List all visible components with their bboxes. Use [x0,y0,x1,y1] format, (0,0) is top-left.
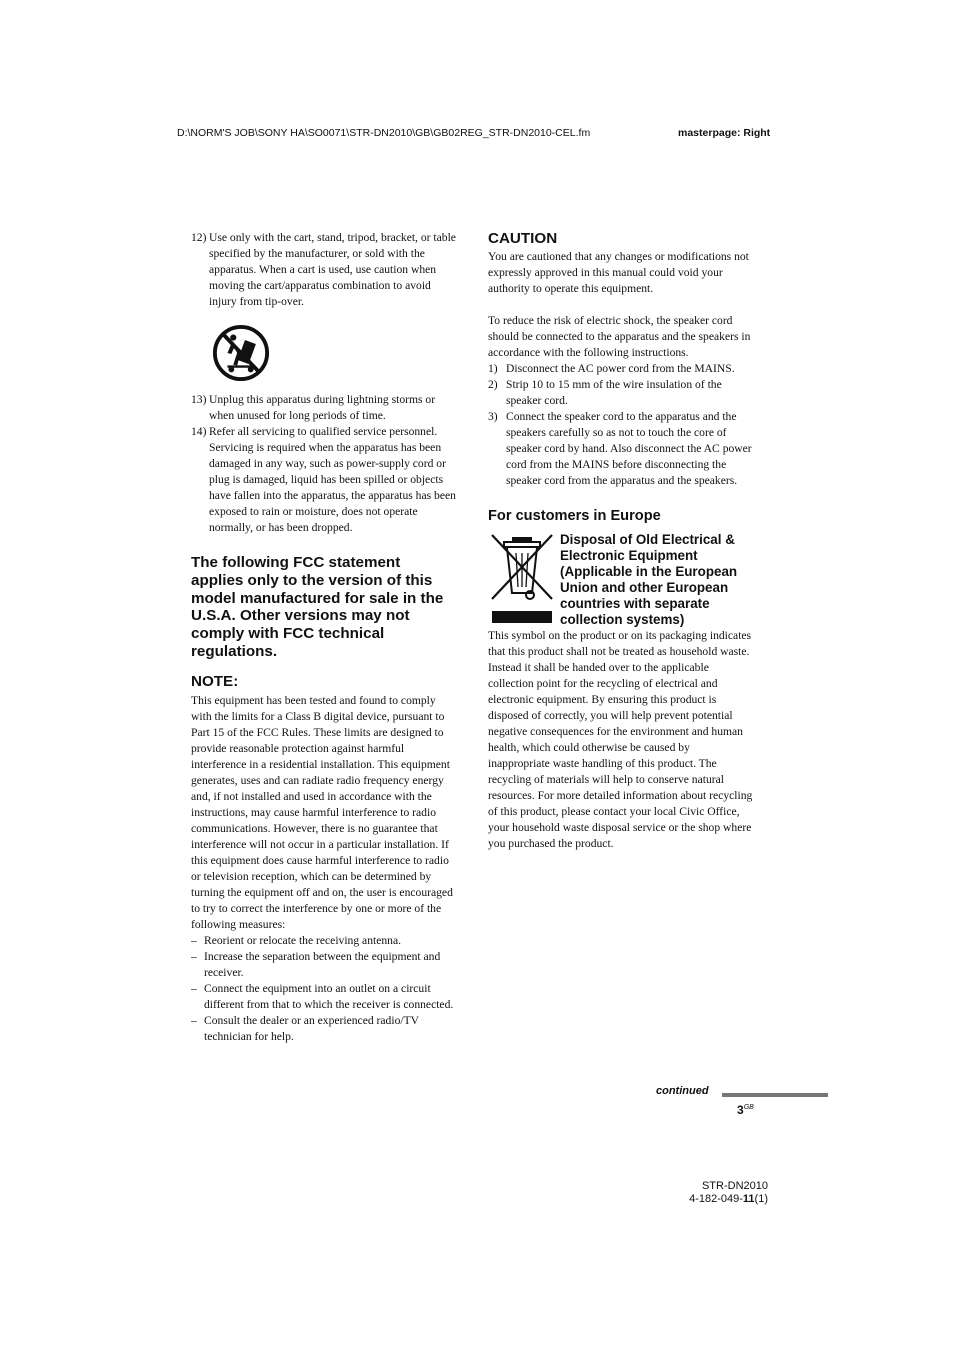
step-number: 1) [488,362,498,375]
part-number-bold: 11 [742,1193,755,1205]
measure-item [191,981,456,1013]
step-number: 3) [488,410,498,423]
continued-label: continued [656,1085,709,1097]
continued-rule [722,1093,828,1097]
caution-heading: CAUTION [488,230,558,247]
dash-bullet: – [191,933,197,947]
page-number [737,1103,754,1117]
caution-step-1 [488,361,754,377]
part-number-suffix: (1) [754,1193,768,1205]
crossed-out-wheelie-bin-icon [488,531,556,625]
note-heading: NOTE: [191,672,239,690]
measure-text: Consult the dealer or an experienced radio/TV technician for help. [204,1013,419,1043]
measure-text: Connect the equipment into an outlet on a circuit different from that to which the receiver is connected. [204,981,454,1011]
caution-step-2 [488,377,754,409]
model-info [688,1180,768,1206]
measure-text: Increase the separation between the equipment and receiver. [204,949,441,979]
europe-heading: For customers in Europe [488,508,661,524]
measure-text: Reorient or relocate the receiving antenna. [204,933,401,947]
list-item-14 [191,424,456,536]
item-number: 13) [191,393,207,406]
step-number: 2) [488,378,498,391]
cart-tip-over-warning-icon [212,324,270,382]
header-masterpage: masterpage: Right [678,127,771,139]
disposal-block [488,531,754,628]
header-file-path: D:\NORM'S JOB\SONY HA\SO0071\STR-DN2010\GB\GB02REG_STR-DN2010-CEL.fm [177,127,591,139]
right-column [488,230,754,852]
item-text: Use only with the cart, stand, tripod, bracket, or table specified by the manufacturer, or sold with the apparatus. When a cart is used, use caution when moving the cart/apparatus combination to avoid injury from tip-over. [209,231,456,308]
item-text: Refer all servicing to qualified service personnel. Servicing is required when the apparatus has been damaged in any way, such as power-supply cord or plug is damaged, liquid has been spilled or objects have fallen into the apparatus, the apparatus has been exposed to rain or moisture, does not operate normally, or has been dropped. [209,425,456,534]
measure-item [191,933,456,949]
measure-item [191,1013,456,1045]
list-item-12 [191,230,456,310]
caution-step-3 [488,409,754,489]
disposal-text: This symbol on the product or on its packaging indicates that this product shall not be treated as household waste. Instead it shall be handed over to the applicable collection point for the recycling of electrical and electronic equipment. By ensuring this product is disposed of correctly, you will help prevent potential negative consequences for the environment and human health, which could otherwise be caused by inappropriate waste handling of this product. The recycling of materials will help to conserve natural resources. For more detailed information about recycling of this product, please contact your local Civic Office, your household waste disposal service or the shop where you purchased the product. [488,629,753,850]
step-text: Strip 10 to 15 mm of the wire insulation of the speaker cord. [506,378,722,407]
item-number: 14) [191,425,207,438]
left-column [191,230,456,1045]
item-number: 12) [191,231,207,244]
fcc-heading: The following FCC statement applies only to the version of this model manufactured for sale in the U.S.A. Other versions may not comply with FCC technical regulations. [191,554,444,660]
part-number-prefix: 4-182-049- [689,1193,743,1205]
caution-paragraph-2: To reduce the risk of electric shock, the speaker cord should be connected to the apparatus and the speakers in accordance with the following instructions. [488,314,751,359]
note-text: This equipment has been tested and found to comply with the limits for a Class B digital device, pursuant to Part 15 of the FCC Rules. These limits are designed to provide reasonable protection against harmful interference in a residential installation. This equipment generates, uses and can radiate radio frequency energy and, if not installed and used in accordance with the instructions, may cause harmful interference to radio communications. However, there is no guarantee that interference will not occur in a particular installation. If this equipment does cause harmful interference to radio or television reception, which can be determined by turning the equipment off and on, the user is encouraged to try to correct the interference by one or more of the following measures: [191,693,453,931]
item-text: Unplug this apparatus during lightning storms or when unused for long periods of time. [209,393,436,422]
dash-bullet: – [191,1013,197,1027]
measure-item [191,949,456,981]
list-item-13 [191,392,456,424]
page-number-value: 3 [737,1103,744,1117]
part-number [688,1193,768,1206]
disposal-title: Disposal of Old Electrical & Electronic Equipment (Applicable in the European Union and other European countries with separate collection systems) [560,532,738,627]
caution-paragraph-1: You are cautioned that any changes or modifications not expressly approved in this manual could void your authority to operate this equipment. [488,250,749,295]
dash-bullet: – [191,981,197,995]
model-number: STR-DN2010 [701,1180,768,1192]
step-text: Connect the speaker cord to the apparatus and the speakers carefully so as not to touch the core of speaker cord by hand. Also disconnect the AC power cord from the MAINS before disconnecting the speaker cord from the apparatus and the speakers. [506,410,752,487]
step-text: Disconnect the AC power cord from the MAINS. [506,362,735,375]
dash-bullet: – [191,949,197,963]
page-number-suffix: GB [743,1104,754,1111]
